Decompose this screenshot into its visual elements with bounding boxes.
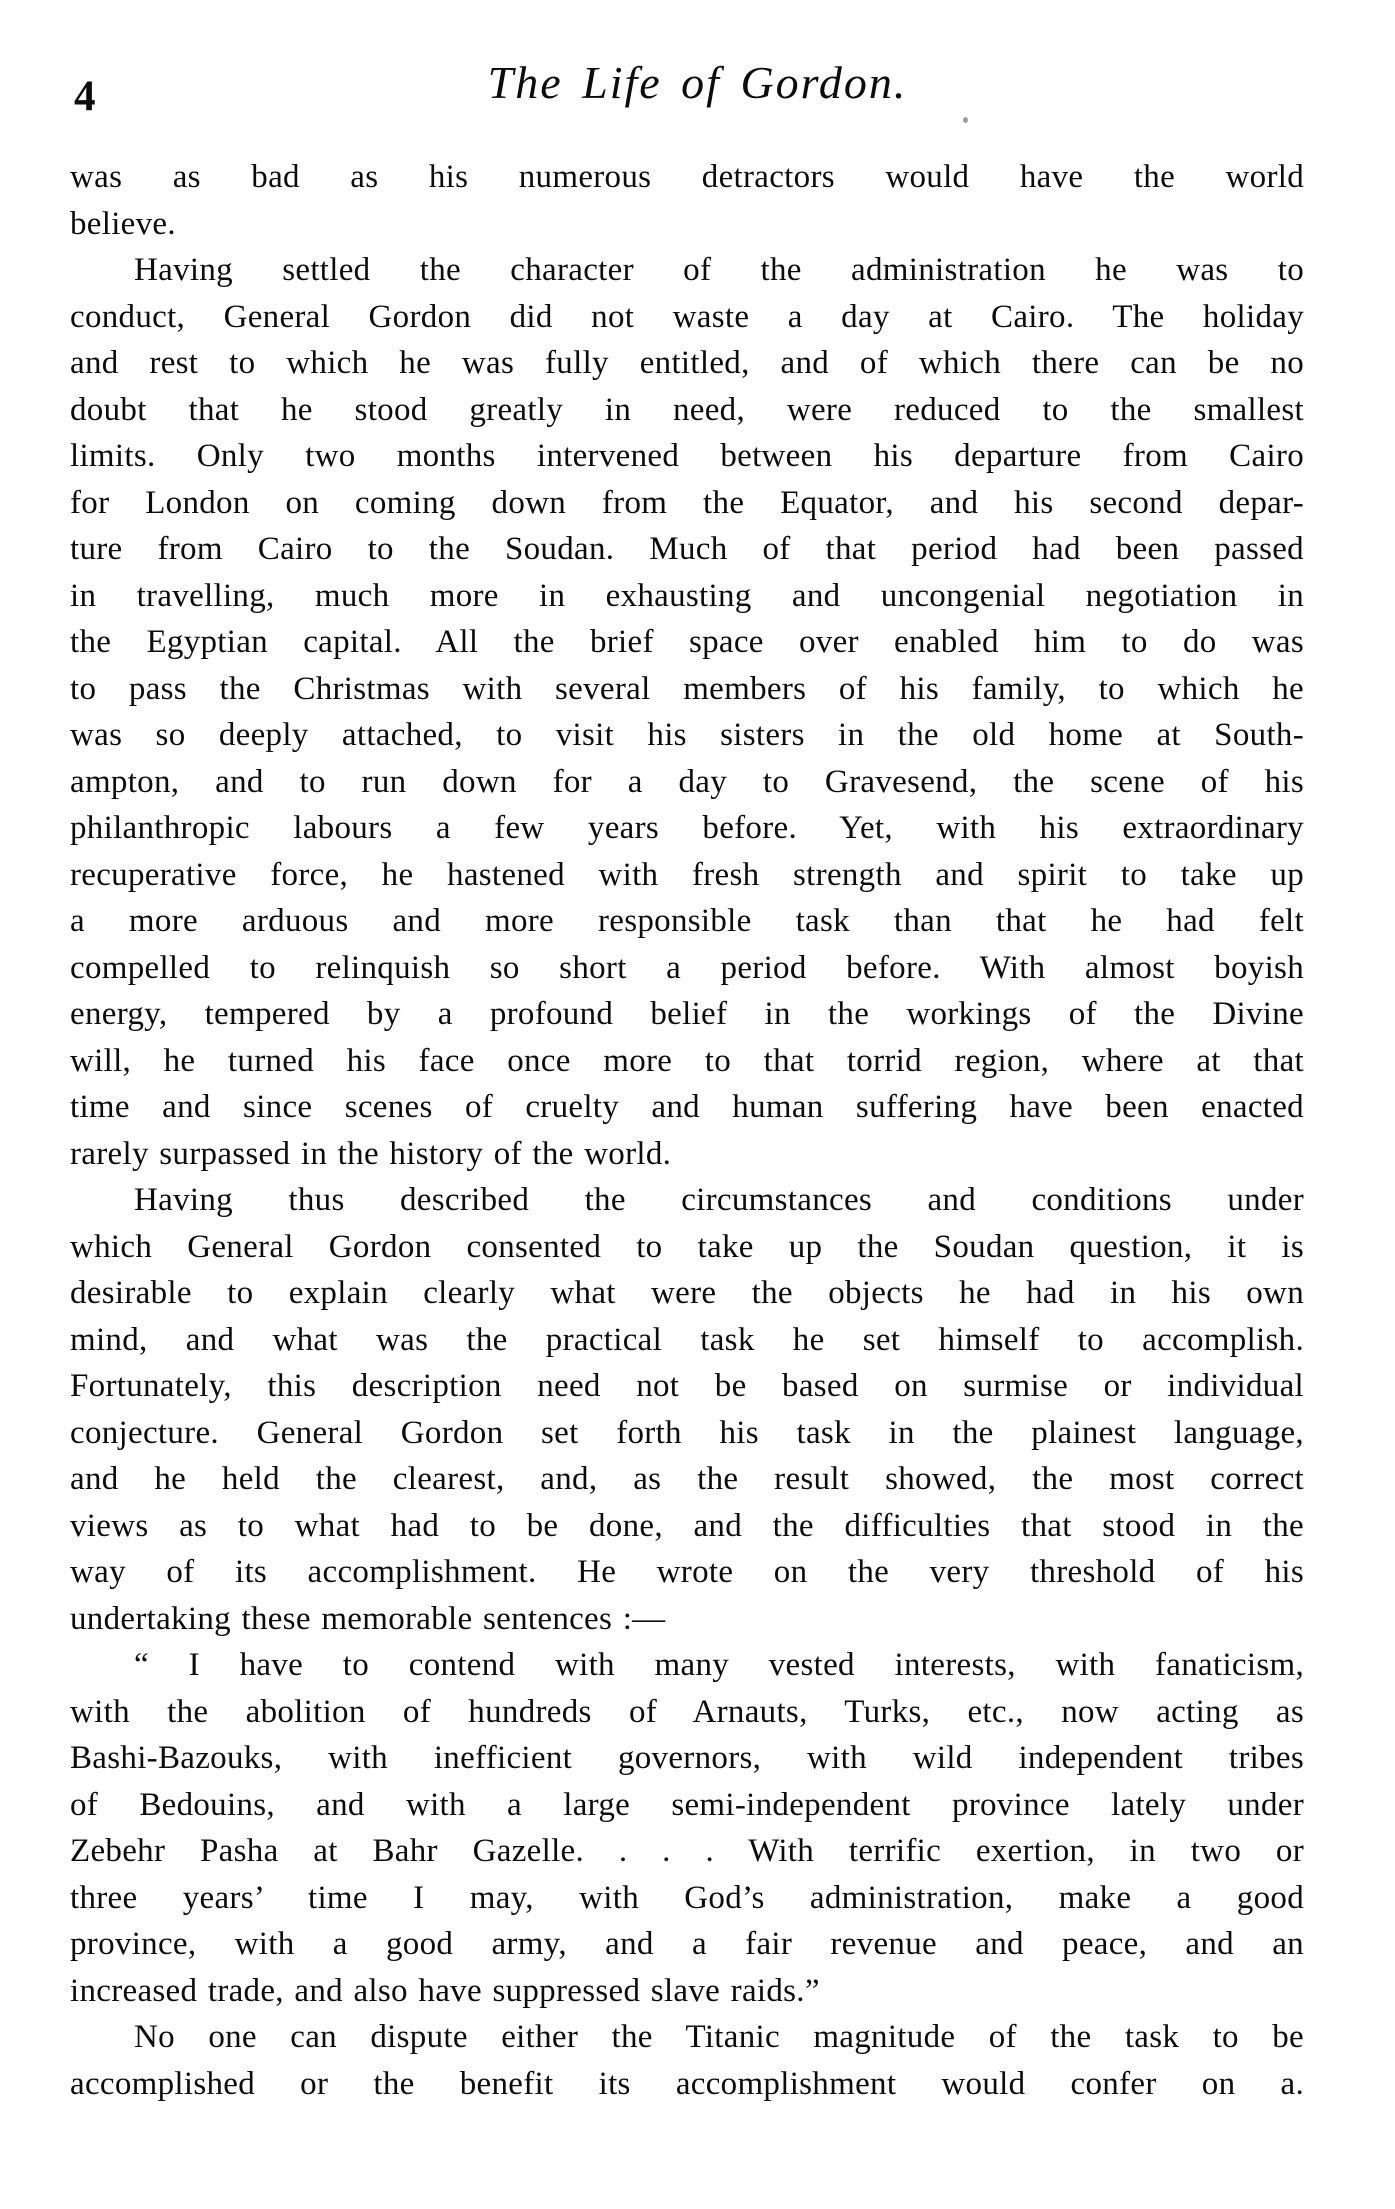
- text-line: compelled to relinquish so short a period before. With almost boyish: [70, 949, 1304, 986]
- text-line: recuperative force, he hastened with fresh strength and spirit to take up: [70, 856, 1304, 893]
- text-line: mind, and what was the practical task he set himself to accomplish.: [70, 1321, 1304, 1358]
- text-line: philanthropic labours a few years before. Yet, with his extraordinary: [70, 810, 1304, 846]
- page-header: [0, 0, 1395, 150]
- text-line: Having thus described the circumstances and conditions under: [134, 1182, 1304, 1218]
- text-line: conjecture. General Gordon set forth his task in the plainest language,: [70, 1414, 1304, 1451]
- text-line: three years’ time I may, with God’s administration, make a good: [70, 1879, 1304, 1916]
- text-line: was so deeply attached, to visit his sisters in the old home at South-: [70, 717, 1304, 753]
- text-line: increased trade, and also have suppressed slave raids.”: [70, 1972, 820, 2009]
- text-line: desirable to explain clearly what were the objects he had in his own: [70, 1275, 1304, 1311]
- running-title: The Life of Gordon.: [487, 57, 908, 108]
- text-line: rarely surpassed in the history of the world.: [70, 1135, 672, 1172]
- text-line: No one can dispute either the Titanic magnitude of the task to be: [134, 2019, 1304, 2055]
- text-line: “ I have to contend with many vested interests, with fanaticism,: [134, 1647, 1304, 1683]
- scan-speck: [963, 117, 968, 123]
- text-line: will, he turned his face once more to that torrid region, where at that: [70, 1042, 1304, 1079]
- text-line: with the abolition of hundreds of Arnauts, Turks, etc., now acting as: [70, 1693, 1304, 1730]
- text-line: was as bad as his numerous detractors would have the world: [70, 159, 1304, 195]
- text-line: Fortunately, this description need not be based on surmise or individual: [70, 1368, 1304, 1404]
- text-line: Bashi-Bazouks, with inefficient governors, with wild independent tribes: [70, 1740, 1304, 1776]
- text-line: way of its accomplishment. He wrote on the very threshold of his: [70, 1554, 1304, 1590]
- text-line: ampton, and to run down for a day to Gravesend, the scene of his: [70, 763, 1304, 800]
- text-line: time and since scenes of cruelty and human suffering have been enacted: [70, 1089, 1304, 1125]
- text-line: of Bedouins, and with a large semi-independent province lately under: [70, 1786, 1304, 1823]
- text-line: Zebehr Pasha at Bahr Gazelle. . . . With terrific exertion, in two or: [70, 1833, 1304, 1869]
- text-line: accomplished or the benefit its accomplishment would confer on a.: [70, 2065, 1304, 2102]
- text-line: ture from Cairo to the Soudan. Much of that period had been passed: [70, 531, 1304, 567]
- text-line: energy, tempered by a profound belief in the workings of the Divine: [70, 996, 1304, 1032]
- text-line: believe.: [70, 205, 176, 242]
- text-line: to pass the Christmas with several members of his family, to which he: [70, 670, 1304, 707]
- text-line: conduct, General Gordon did not waste a day at Cairo. The holiday: [70, 298, 1304, 335]
- text-line: a more arduous and more responsible task than that he had felt: [70, 903, 1304, 939]
- text-line: province, with a good army, and a fair revenue and peace, and an: [70, 1926, 1304, 1962]
- text-line: doubt that he stood greatly in need, were reduced to the smallest: [70, 391, 1304, 428]
- text-line: in travelling, much more in exhausting and uncongenial negotiation in: [70, 577, 1304, 614]
- text-line: undertaking these memorable sentences :—: [70, 1600, 666, 1637]
- page-number: 4: [74, 73, 97, 120]
- text-line: Having settled the character of the administration he was to: [134, 252, 1304, 288]
- text-line: for London on coming down from the Equator, and his second depar-: [70, 484, 1304, 521]
- text-line: and he held the clearest, and, as the result showed, the most correct: [70, 1461, 1304, 1497]
- page-text: [70, 154, 1304, 2107]
- text-line: the Egyptian capital. All the brief space over enabled him to do was: [70, 624, 1304, 660]
- text-line: limits. Only two months intervened between his departure from Cairo: [70, 438, 1304, 474]
- text-line: views as to what had to be done, and the difficulties that stood in the: [70, 1507, 1304, 1544]
- text-line: and rest to which he was fully entitled, and of which there can be no: [70, 345, 1304, 381]
- text-line: which General Gordon consented to take up the Soudan question, it is: [70, 1228, 1304, 1265]
